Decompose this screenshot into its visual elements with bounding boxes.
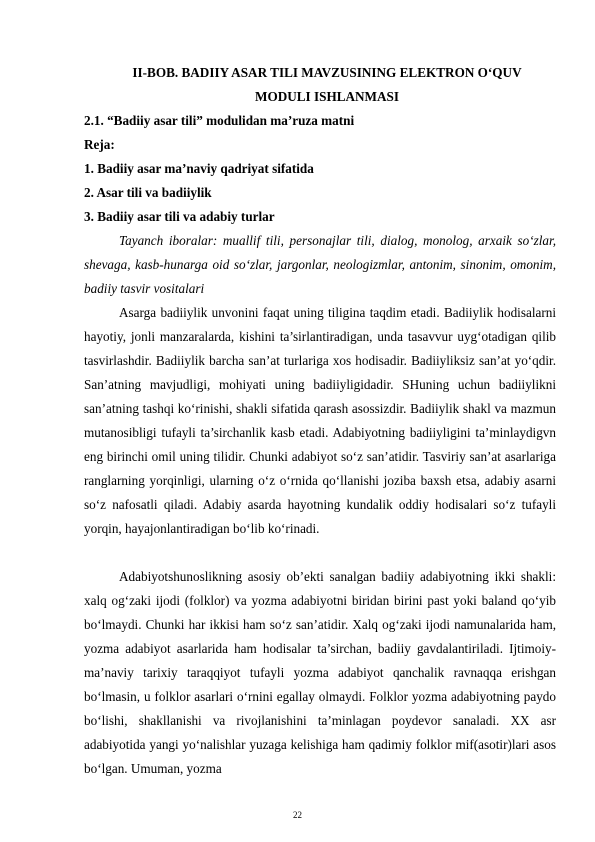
plan-label: Reja: [84, 137, 115, 152]
chapter-title-line-1: II-BOB. BADIIY ASAR TILI MAVZUSINING ELEKTRON O‘QUV [132, 65, 522, 80]
keywords-paragraph: Tayanch iboralar: muallif tili, personajlar tili, dialog, monolog, arxaik so‘zlar, shevaga, kasb-hunarga oid so‘zlar, jargonlar, neologizmlar, antonim, sinonim, omonim, badiiy tasvir vositalari [84, 233, 556, 296]
plan-item: 3. Badiiy asar tili va adabiy turlar [84, 209, 275, 224]
body-paragraph: Asarga badiiylik unvonini faqat uning tiligina taqdim etadi. Badiiylik hodisalarni hayotiy, jonli manzaralarda, kishini ta’sirlantiradigan, unda tasavvur uyg‘otadigan qilib tasvirlashdir. Badiiylik barcha san’at turlariga xos hodisadir. Badiiyliksiz san’at yo‘qdir. San’atning mavjudligi, mohiyati uning badiiyligidadir. SHuning uchun badiiylikni san’atning tashqi ko‘rinishi, shakli sifatida qarash asossizdir. Badiiylik shakl va mazmun mutanosibligi tufayli ta’sirchanlik kasb etadi. Adabiyotning badiiyligini ta’minlaydigvn eng birinchi omil uning tilidir. Chunki adabiyot so‘z san’atidir. Tasviriy san’at asarlariga ranglarning yorqinligi, ularning o‘z o‘rnida qo‘llanishi joziba baxsh etsa, adabiy asarni so‘z nafosatli qiladi. Adabiy asarda hayotning kundalik oddiy hodisalari so‘z tufayli yorqin, hayajonlantiradigan bo‘lib ko‘rinadi. [84, 305, 556, 536]
chapter-title-line-2: MODULI ISHLANMASI [255, 89, 399, 104]
page-number: 22 [293, 810, 302, 820]
section-title: 2.1. “Badiiy asar tili” modulidan ma’ruza matni [84, 113, 355, 128]
body-paragraph: Adabiyotshunoslikning asosiy ob’ekti sanalgan badiiy adabiyotning ikki shakli: xalq og‘zaki ijodi (folklor) va yozma adabiyotni biridan birini past yoki baland qo‘yib bo‘lmaydi. Chunki har ikkisi ham so‘z san’atidir. Xalq og‘zaki ijodi namunalarida ham, yozma adabiyot asarlarida ham hodisalar ta’sirchan, badiiy gavdalantiriladi. Ijtimoiy-ma’naviy tarixiy taraqqiyot tufayli yozma adabiyot qanchalik ravnaqqa erishgan bo‘lmasin, u folklor asarlari o‘rnini egallay olmaydi. Folklor yozma adabiyotning paydo bo‘lishi, shakllanishi va rivojlanishini ta’minlagan poydevor sanaladi. XX asr adabiyotida yangi yo‘nalishlar yuzaga kelishiga ham qadimiy folklor mif(asotir)lari asos bo‘lgan. Umuman, yozma [84, 569, 556, 776]
plan-item: 1. Badiiy asar ma’naviy qadriyat sifatida [84, 161, 314, 176]
plan-item: 2. Asar tili va badiiylik [84, 185, 212, 200]
chapter-title [84, 61, 556, 109]
